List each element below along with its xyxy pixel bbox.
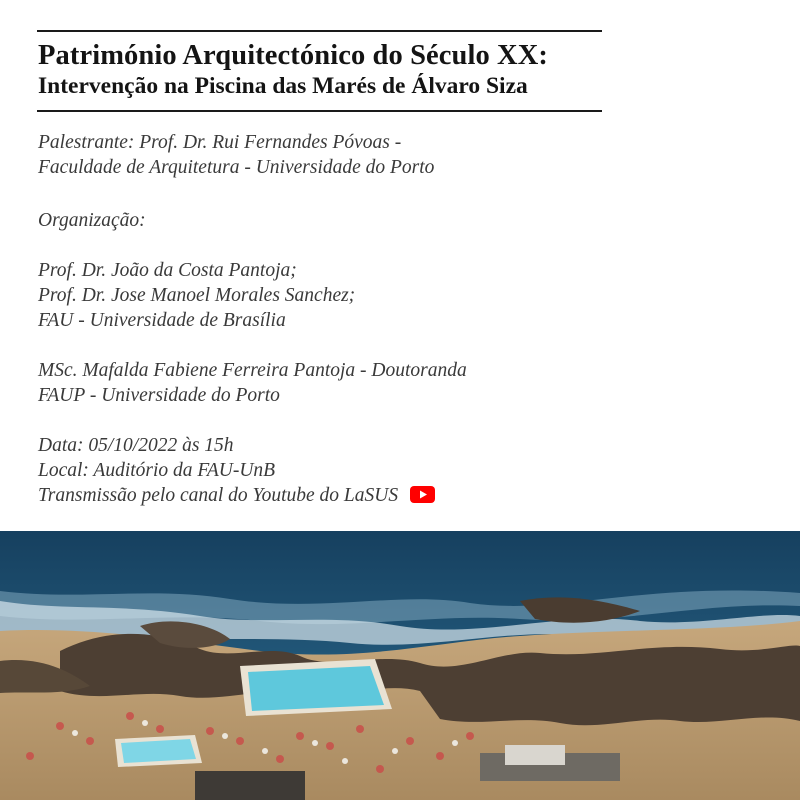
page-title [38, 40, 638, 100]
organization-members [38, 258, 355, 333]
event-location: Local: Auditório da FAU-UnB [38, 460, 276, 481]
title-line-2: Intervenção na Piscina das Marés de Álvaro Siza [38, 73, 528, 99]
event-date: Data: 05/10/2022 às 15h [38, 435, 234, 456]
title-line-1: Património Arquitectónico do Século XX: [38, 40, 549, 71]
doctoral-line-1: MSc. Mafalda Fabiene Ferreira Pantoja - Doutoranda [38, 360, 467, 381]
organizer-3: FAU - Universidade de Brasília [38, 310, 286, 331]
pool-aerial-photo [0, 531, 800, 800]
organizer-1: Prof. Dr. João da Costa Pantoja; [38, 260, 297, 281]
bottom-rule [37, 110, 602, 112]
stream-text: Transmissão pelo canal do Youtube do LaSUS [38, 485, 399, 506]
event-stream[interactable] [38, 483, 435, 508]
event-block [38, 433, 435, 508]
speaker-line-2: Faculdade de Arquitetura - Universidade do Porto [38, 157, 435, 178]
top-rule [37, 30, 602, 32]
doctoral-line-2: FAUP - Universidade do Porto [38, 385, 280, 406]
speaker-block [38, 130, 434, 180]
doctoral-block [38, 358, 467, 408]
speaker-line-1: Palestrante: Prof. Dr. Rui Fernandes Póvoas - [38, 132, 402, 153]
youtube-icon[interactable] [410, 486, 435, 503]
organizer-2: Prof. Dr. Jose Manoel Morales Sanchez; [38, 285, 356, 306]
organization-heading: Organização: [38, 210, 146, 231]
